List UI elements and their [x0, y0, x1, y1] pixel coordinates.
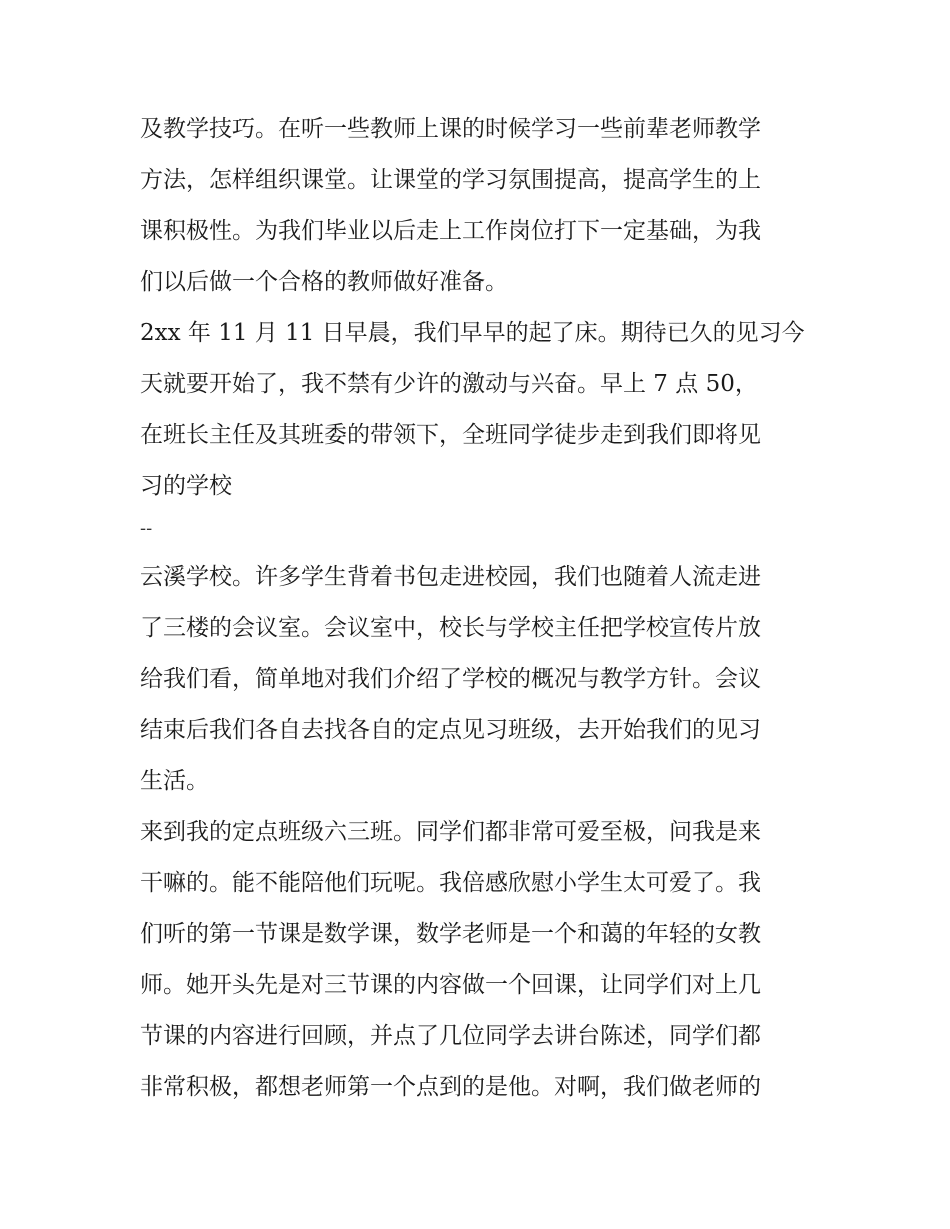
text-line: 给我们看，简单地对我们介绍了学校的概况与教学方针。会议: [140, 666, 761, 692]
text-line: 方法，怎样组织课堂。让课堂的学习氛围提高，提高学生的上: [140, 167, 761, 193]
text-line: 们以后做一个合格的教师做好准备。: [140, 269, 508, 295]
text-line: 节课的内容进行回顾，并点了几位同学去讲台陈述，同学们都: [140, 1023, 761, 1049]
text-line: 天就要开始了，我不禁有少许的激动与兴奋。早上 7 点 50，: [140, 371, 758, 397]
text-line: 了三楼的会议室。会议室中，校长与学校主任把学校宣传片放: [140, 615, 761, 641]
text-line: 结束后我们各自去找各自的定点见习班级，去开始我们的见习: [140, 717, 761, 743]
text-line: 师。她开头先是对三节课的内容做一个回课，让同学们对上几: [140, 972, 761, 998]
text-line: 生活。: [140, 768, 209, 794]
text-line: 及教学技巧。在听一些教师上课的时候学习一些前辈老师教学: [140, 116, 761, 142]
text-line: 课积极性。为我们毕业以后走上工作岗位打下一定基础，为我: [140, 218, 761, 244]
text-line: 干嘛的。能不能陪他们玩呢。我倍感欣慰小学生太可爱了。我: [140, 870, 761, 896]
text-line: 们听的第一节课是数学课，数学老师是一个和蔼的年轻的女教: [140, 921, 761, 947]
page-break-marker: --: [140, 518, 153, 539]
text-line: 习的学校: [140, 473, 232, 499]
text-line: 2xx 年 11 月 11 日早晨，我们早早的起了床。期待已久的见习今: [140, 320, 805, 346]
text-line: 在班长主任及其班委的带领下，全班同学徒步走到我们即将见: [140, 422, 761, 448]
text-line: 来到我的定点班级六三班。同学们都非常可爱至极，问我是来: [140, 819, 761, 845]
document-body: [140, 104, 820, 1113]
text-line: 非常积极，都想老师第一个点到的是他。对啊，我们做老师的: [140, 1074, 761, 1100]
text-line: 云溪学校。许多学生背着书包走进校园，我们也随着人流走进: [140, 564, 761, 590]
